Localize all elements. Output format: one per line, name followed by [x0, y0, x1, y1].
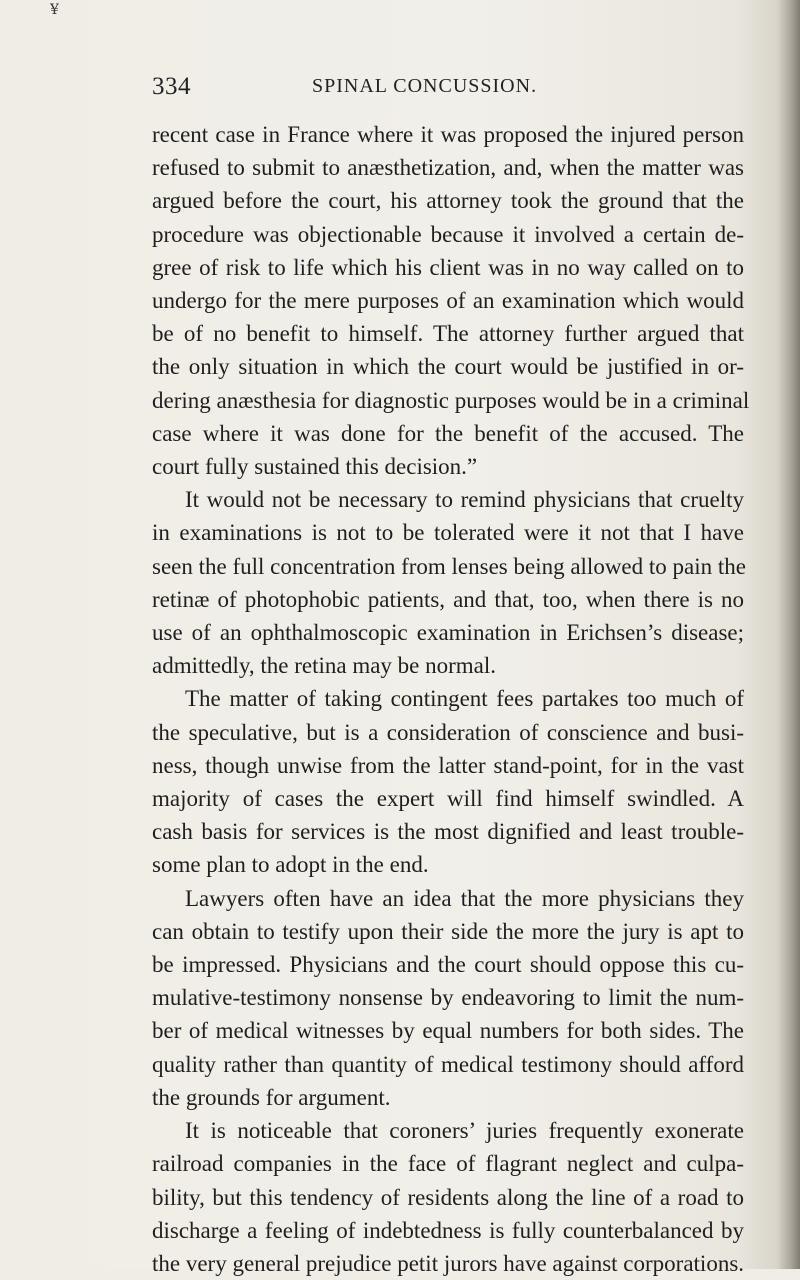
running-head: SPINAL CONCUSSION.	[312, 75, 538, 97]
text-line: be of no benefit to himself. The attorney further argued that	[152, 321, 744, 347]
page-number: 334	[152, 73, 191, 100]
text-line: the very general prejudice petit jurors have against corporations.	[152, 1250, 745, 1276]
text-line: cash basis for services is the most dignified and least trouble-	[152, 819, 744, 845]
page-edge-shadow	[778, 0, 800, 1269]
text-line: The matter of taking contingent fees partakes too much of	[185, 686, 744, 712]
text-line: can obtain to testify upon their side the more the jury is apt to	[152, 918, 744, 944]
paragraph-2	[152, 483, 744, 682]
paragraph-4	[152, 882, 744, 1114]
text-line: be impressed. Physicians and the court should oppose this cu-	[152, 952, 744, 978]
text-line: bility, but this tendency of residents along the line of a road to	[152, 1184, 744, 1210]
text-line: majority of cases the expert will find himself swindled. A	[152, 786, 744, 812]
text-line: mulative-testimony nonsense by endeavoring to limit the num-	[152, 985, 744, 1011]
text-line: railroad companies in the face of flagrant neglect and culpa-	[152, 1151, 744, 1177]
text-line: argued before the court, his attorney took the ground that the	[152, 188, 744, 214]
paragraph-3	[152, 682, 744, 881]
text-line: the only situation in which the court would be justified in or-	[152, 354, 744, 380]
body-text	[152, 118, 750, 1280]
corner-mark: ¥	[50, 2, 59, 18]
text-line: admittedly, the retina may be normal.	[152, 653, 497, 679]
text-line: gree of risk to life which his client was in no way called on to	[152, 254, 744, 280]
paragraph-1	[152, 118, 750, 483]
text-line: dering anæsthesia for diagnostic purposes would be in a criminal	[152, 387, 750, 413]
text-line: It is noticeable that coroners’ juries frequently exonerate	[185, 1118, 744, 1144]
text-line: court fully sustained this decision.”	[152, 454, 478, 480]
page-header	[152, 73, 636, 105]
text-line: ber of medical witnesses by equal numbers for both sides. The	[152, 1018, 744, 1044]
text-line: quality rather than quantity of medical testimony should afford	[152, 1051, 744, 1077]
text-line: the grounds for argument.	[152, 1084, 391, 1110]
text-line: use of an ophthalmoscopic examination in Erichsen’s disease;	[152, 620, 744, 646]
text-line: in examinations is not to be tolerated were it not that I have	[152, 520, 744, 546]
text-line: case where it was done for the benefit of the accused. The	[152, 420, 744, 446]
text-line: recent case in France where it was proposed the injured person	[152, 122, 744, 147]
paragraph-5	[152, 1114, 744, 1280]
text-line: seen the full concentration from lenses being allowed to pain the	[152, 553, 746, 579]
text-line: procedure was objectionable because it involved a certain de-	[152, 221, 744, 247]
text-line: some plan to adopt in the end.	[152, 852, 429, 878]
text-line: refused to submit to anæsthetization, and, when the matter was	[152, 155, 744, 181]
text-line: It would not be necessary to remind physicians that cruelty	[185, 487, 744, 513]
text-line: discharge a feeling of indebtedness is fully counterbalanced by	[152, 1217, 744, 1243]
text-line: Lawyers often have an idea that the more physicians they	[185, 885, 744, 911]
text-line: retinæ of photophobic patients, and that, too, when there is no	[152, 586, 744, 612]
text-line: ness, though unwise from the latter stand-point, for in the vast	[152, 752, 744, 778]
text-line: the speculative, but is a consideration of conscience and busi-	[152, 719, 744, 745]
text-line: undergo for the mere purposes of an examination which would	[152, 288, 744, 314]
